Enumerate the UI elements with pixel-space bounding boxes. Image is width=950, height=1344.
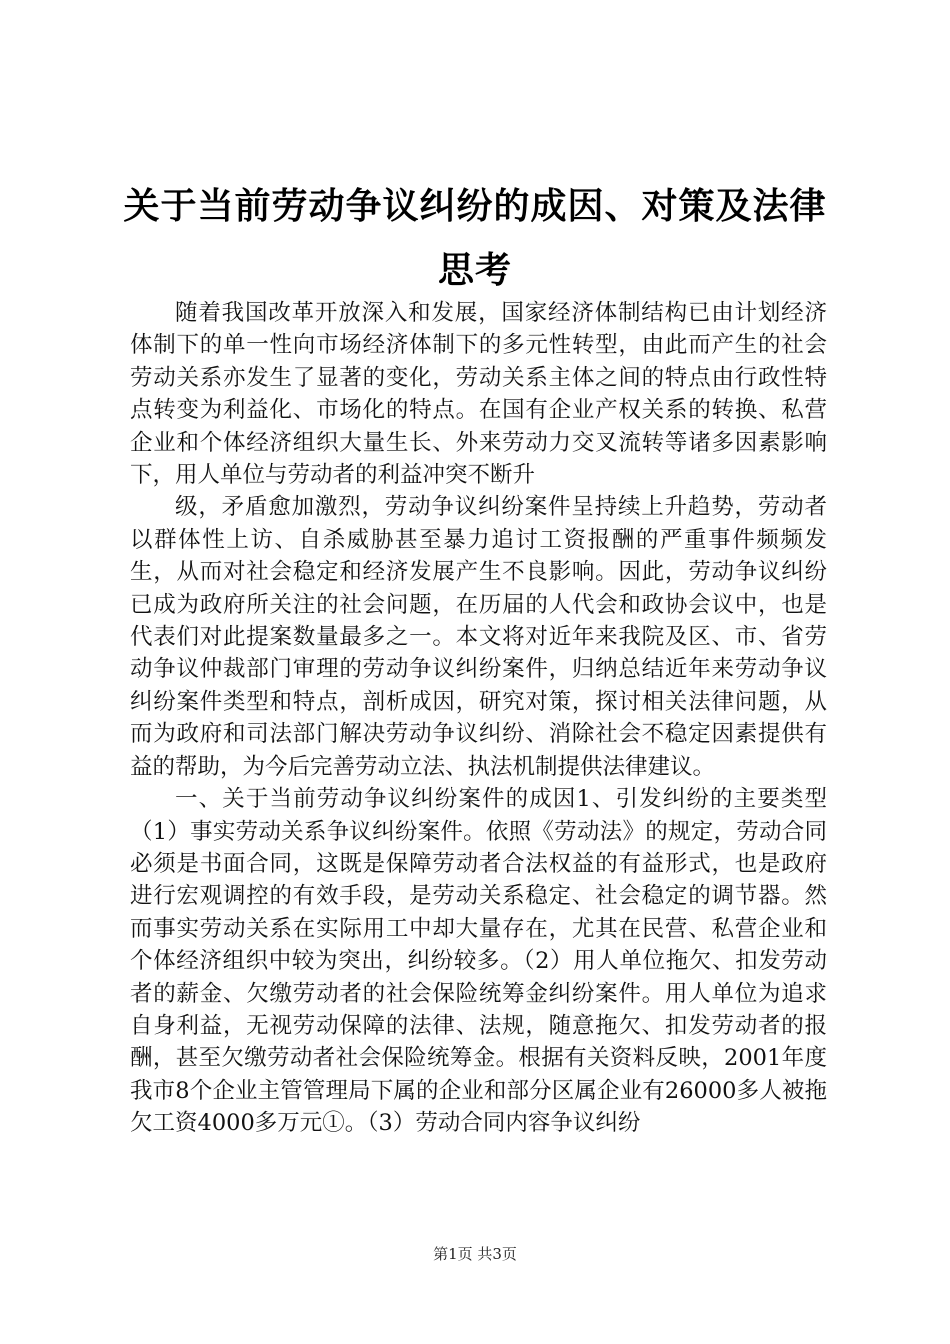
page-footer: 第1页 共3页 xyxy=(433,1245,517,1263)
document-body xyxy=(130,297,827,1140)
paragraph-section-one: 一、关于当前劳动争议纠纷案件的成因1、引发纠纷的主要类型（1）事实劳动关系争议纠纷案件。依照《劳动法》的规定，劳动合同必须是书面合同，这既是保障劳动者合法权益的有益形式，也是政府进行宏观调控的有效手段，是劳动关系稳定、社会稳定的调节器。然而事实劳动关系在实际用工中却大量存在，尤其在民营、私营企业和个体经济组织中较为突出，纠纷较多。（2）用人单位拖欠、扣发劳动者的薪金、欠缴劳动者的社会保险统筹金纠纷案件。用人单位为追求自身利益，无视劳动保障的法律、法规，随意拖欠、扣发劳动者的报酬，甚至欠缴劳动者社会保险统筹金。根据有关资料反映，2001年度我市8个企业主管管理局下属的企业和部分区属企业有26000多人被拖欠工资4000多万元①。（3）劳动合同内容争议纠纷 xyxy=(130,786,827,1137)
paragraph-background: 级，矛盾愈加激烈，劳动争议纠纷案件呈持续上升趋势，劳动者以群体性上访、自杀威胁甚至暴力追讨工资报酬的严重事件频频发生，从而对社会稳定和经济发展产生不良影响。因此，劳动争议纠纷已成为政府所关注的社会问题，在历届的人代会和政协会议中，也是代表们对此提案数量最多之一。本文将对近年来我院及区、市、省劳动争议仲裁部门审理的劳动争议纠纷案件，归纳总结近年来劳动争议纠纷案件类型和特点，剖析成因，研究对策，探讨相关法律问题，从而为政府和司法部门解决劳动争议纠纷、消除社会不稳定因素提供有益的帮助，为今后完善劳动立法、执法机制提供法律建议。 xyxy=(130,494,827,780)
paragraph-intro: 随着我国改革开放深入和发展，国家经济体制结构已由计划经济体制下的单一性向市场经济体制下的多元性转型，由此而产生的社会劳动关系亦发生了显著的变化，劳动关系主体之间的特点由行政性特点转变为利益化、市场化的特点。在国有企业产权关系的转换、私营企业和个体经济组织大量生长、外来劳动力交叉流转等诸多因素影响下，用人单位与劳动者的利益冲突不断升 xyxy=(130,300,827,489)
document-title: 关于当前劳动争议纠纷的成因、对策及法律思考 xyxy=(123,185,827,291)
